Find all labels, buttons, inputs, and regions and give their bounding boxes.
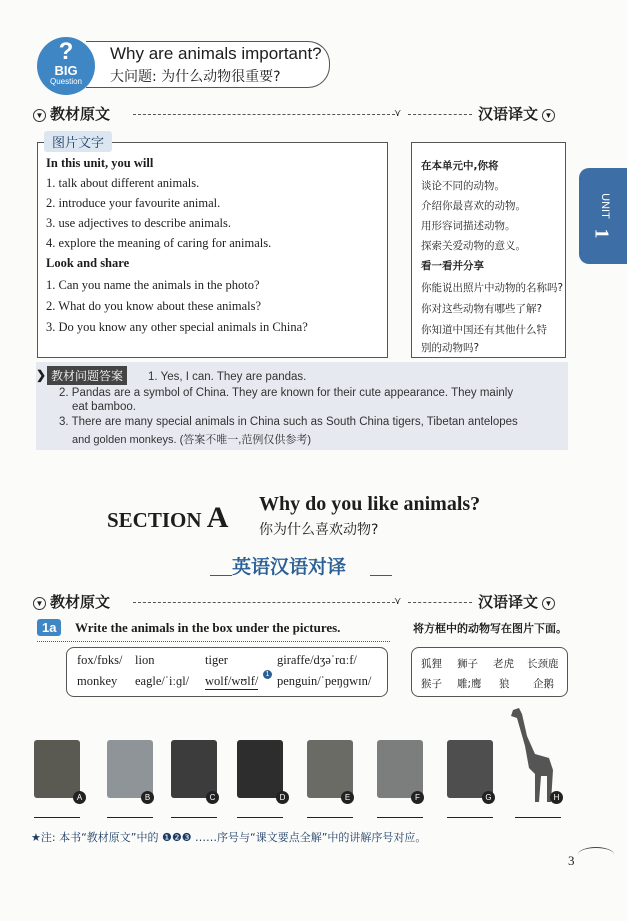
- look-share-heading: Look and share: [46, 256, 130, 270]
- eagle-photo: [237, 740, 283, 798]
- unit-number: 1: [590, 228, 613, 239]
- text-line: 你知道中国还有其他什么特: [421, 324, 547, 336]
- picture-label: H: [550, 791, 563, 804]
- header-translation: 汉语译文 ▼: [478, 103, 555, 124]
- answer-blank[interactable]: [307, 817, 353, 818]
- answer-line: and golden monkeys. (答案不唯一,范例仅供参考): [72, 434, 312, 446]
- big-question-badge: [37, 37, 95, 95]
- fox-photo: [307, 740, 353, 798]
- answer-blank[interactable]: [377, 817, 423, 818]
- text-line: 你能说出照片中动物的名称吗?: [421, 282, 564, 294]
- big-question-english: Why are animals important?: [110, 44, 322, 63]
- divider: [133, 114, 395, 115]
- page-number: 3: [568, 853, 575, 868]
- picture-label: E: [341, 791, 354, 804]
- section-title-english: Why do you like animals?: [259, 493, 481, 515]
- answer-line: 3. There are many special animals in China such as South China tigers, Tibetan antelopes: [59, 416, 518, 428]
- answers-tag: 教材问题答案: [47, 366, 127, 385]
- text-line: 3. Do you know any other special animals in China?: [46, 320, 308, 334]
- word-penguin: penguin/ˈpeŋɡwɪn/: [277, 674, 372, 688]
- lion-photo: [34, 740, 80, 798]
- wolf-photo: [447, 740, 493, 798]
- word-monkey: monkey: [77, 674, 118, 688]
- word-tiger: tiger: [205, 653, 228, 667]
- text-line: 用形容词描述动物。: [421, 220, 516, 232]
- divider: [408, 114, 472, 115]
- text-line: 介绍你最喜欢的动物。: [421, 200, 526, 212]
- picture-label: A: [73, 791, 86, 804]
- header-original-text: ▼ 教材原文: [33, 103, 110, 124]
- divider-ornament-icon: ⋎: [394, 596, 402, 607]
- exercise-instruction: Write the animals in the box under the pictures.: [75, 620, 341, 635]
- text-line: 3. use adjectives to describe animals.: [46, 216, 232, 230]
- picture-text-tag: 图片文字: [44, 131, 112, 152]
- answer-line: eat bamboo.: [72, 401, 136, 413]
- picture-label: D: [276, 791, 289, 804]
- header-original-text: ▼ 教材原文: [33, 591, 110, 612]
- monkey-photo: [377, 740, 423, 798]
- text-line: 4. explore the meaning of caring for animals.: [46, 236, 272, 250]
- header-translation: 汉语译文 ▼: [478, 591, 555, 612]
- picture-label: G: [482, 791, 495, 804]
- text-line: 探索关爱动物的意义。: [421, 240, 526, 252]
- divider-ornament-icon: ⋎: [394, 108, 402, 119]
- big-label: BIG: [54, 63, 78, 78]
- divider: [408, 602, 472, 603]
- text-line: 别的动物吗?: [421, 342, 480, 354]
- circle-arrow-icon: ▼: [542, 597, 555, 610]
- translation-title: 英语汉语对译: [232, 556, 347, 578]
- question-mark-icon: ?: [58, 38, 74, 65]
- page-curve: [578, 847, 614, 862]
- text-line: 2. introduce your favourite animal.: [46, 196, 221, 210]
- text-line: 看一看并分享: [421, 260, 484, 272]
- answer-blank[interactable]: [447, 817, 493, 818]
- question-label: Question: [49, 77, 83, 86]
- text-line: 1. talk about different animals.: [46, 176, 200, 190]
- penguin-photo: [107, 740, 153, 798]
- text-line: 1. Can you name the animals in the photo?: [46, 278, 260, 292]
- exercise-number: 1a: [37, 619, 61, 636]
- text-line: 在本单元中,你将: [421, 160, 499, 172]
- big-question-chinese: 大问题: 为什么动物很重要?: [110, 69, 281, 85]
- picture-label: B: [141, 791, 154, 804]
- chevron-right-icon: ❯: [36, 368, 47, 382]
- unit-label: UNIT: [598, 193, 611, 219]
- text-line: 2. What do you know about these animals?: [46, 299, 262, 313]
- tiger-photo: [171, 740, 217, 798]
- divider: [37, 641, 390, 642]
- answer-blank[interactable]: [171, 817, 217, 818]
- section-label: SECTION A: [107, 501, 229, 534]
- text-line: 你对这些动物有哪些了解?: [421, 303, 543, 315]
- word-eagle: eagle/ˈiːɡl/: [135, 674, 190, 688]
- answer-blank[interactable]: [34, 817, 80, 818]
- word-wolf: wolf/wʊlf/: [205, 674, 259, 688]
- chinese-panel: [411, 142, 566, 358]
- answer-line: 1. Yes, I can. They are pandas.: [148, 371, 307, 383]
- picture-label: F: [411, 791, 424, 804]
- circle-arrow-icon: ▼: [33, 109, 46, 122]
- word-box-chinese: 狐狸 狮子 老虎 长颈鹿 猴子 雕;鹰 狼 企鹅: [411, 647, 568, 697]
- answer-blank[interactable]: [237, 817, 283, 818]
- answer-blank[interactable]: [515, 817, 561, 818]
- unit-tab: [579, 168, 627, 264]
- english-panel: [37, 142, 388, 358]
- word-box: [66, 647, 388, 697]
- picture-label: C: [206, 791, 219, 804]
- title-underline: [370, 575, 392, 576]
- intro-heading: In this unit, you will: [46, 156, 154, 170]
- circle-arrow-icon: ▼: [542, 109, 555, 122]
- word-giraffe: giraffe/dʒəˈrɑːf/: [277, 653, 357, 667]
- word-fox: fox/fɒks/: [77, 653, 123, 667]
- exercise-instruction-chinese: 将方框中的动物写在图片下面。: [413, 622, 567, 635]
- note-badge: 1: [263, 670, 272, 679]
- word-lion: lion: [135, 653, 155, 667]
- text-line: 谈论不同的动物。: [421, 180, 505, 192]
- section-title-chinese: 你为什么喜欢动物?: [259, 522, 379, 538]
- answer-blank[interactable]: [107, 817, 153, 818]
- title-underline: [210, 575, 232, 576]
- circle-arrow-icon: ▼: [33, 597, 46, 610]
- answer-line: 2. Pandas are a symbol of China. They are known for their cute appearance. They mainly: [59, 387, 514, 399]
- divider: [133, 602, 395, 603]
- footnote: ★注: 本书“教材原文”中的 ❶❷❸ ……序号与“课文要点全解”中的讲解序号对应。: [31, 831, 427, 844]
